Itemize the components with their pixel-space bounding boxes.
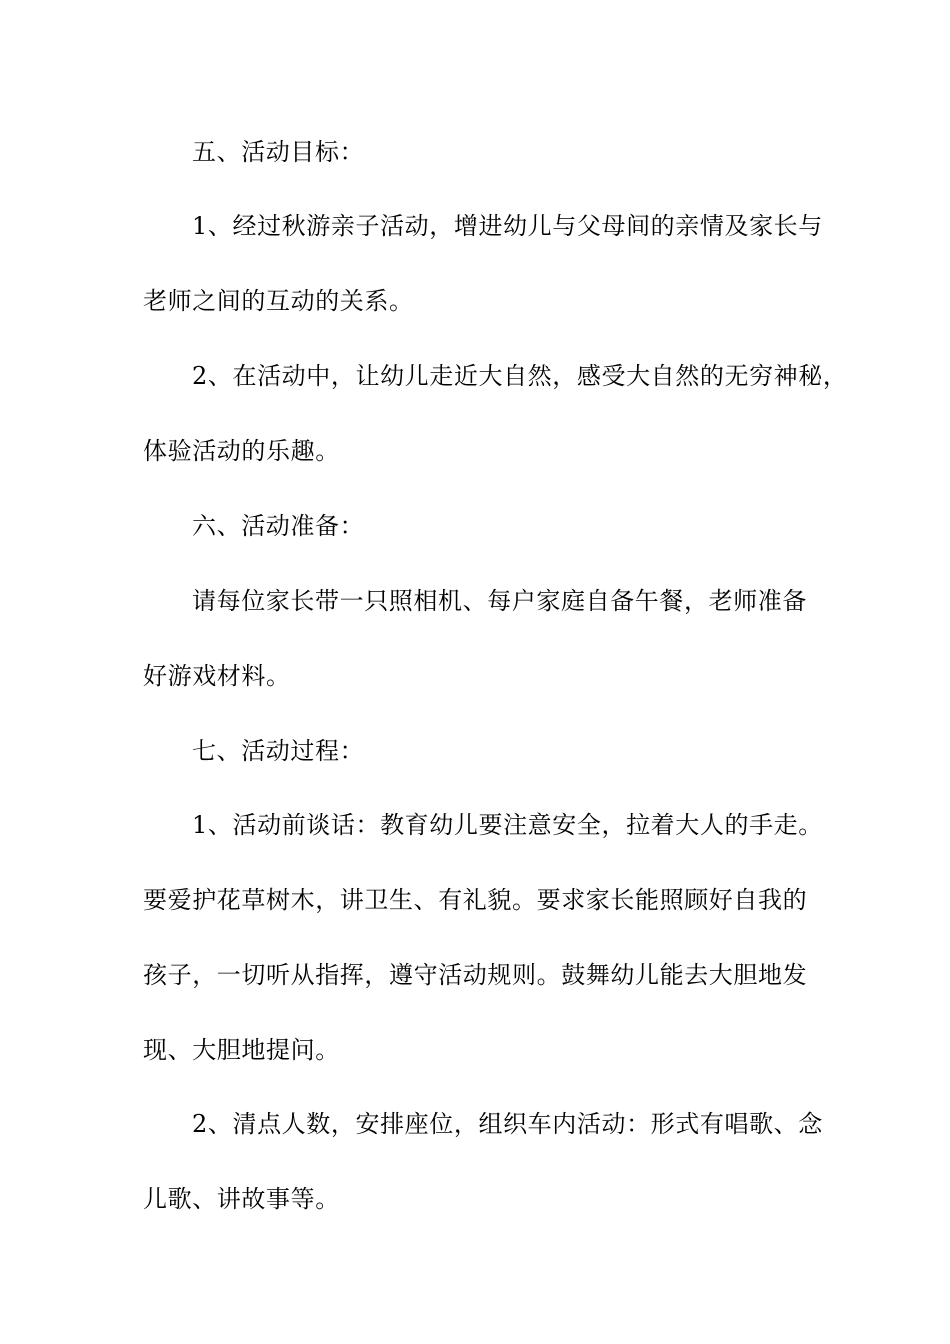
paragraph-line: 1、活动前谈话：教育幼儿要注意安全，拉着大人的手走。 bbox=[192, 811, 823, 839]
paragraph-line: 儿歌、讲故事等。 bbox=[143, 1185, 340, 1213]
paragraph-line: 1、经过秋游亲子活动，增进幼儿与父母间的亲情及家长与 bbox=[192, 212, 823, 240]
paragraph-line: 老师之间的互动的关系。 bbox=[143, 287, 414, 315]
paragraph-line: 体验活动的乐趣。 bbox=[143, 437, 340, 465]
paragraph-line: 2、清点人数，安排座位，组织车内活动：形式有唱歌、念 bbox=[192, 1110, 823, 1138]
paragraph-line: 好游戏材料。 bbox=[143, 662, 291, 690]
paragraph-line: 现、大胆地提问。 bbox=[143, 1036, 340, 1064]
paragraph-line: 要爱护花草树木，讲卫生、有礼貌。要求家长能照顾好自我的 bbox=[143, 886, 808, 914]
section-heading-goals: 五、活动目标： bbox=[192, 138, 365, 166]
section-heading-preparation: 六、活动准备： bbox=[192, 512, 365, 540]
section-heading-process: 七、活动过程： bbox=[192, 737, 365, 765]
paragraph-line: 2、在活动中，让幼儿走近大自然，感受大自然的无穷神秘， bbox=[192, 362, 848, 390]
paragraph-line: 请每位家长带一只照相机、每户家庭自备午餐，老师准备 bbox=[192, 587, 807, 615]
paragraph-line: 孩子，一切听从指挥，遵守活动规则。鼓舞幼儿能去大胆地发 bbox=[143, 961, 808, 989]
